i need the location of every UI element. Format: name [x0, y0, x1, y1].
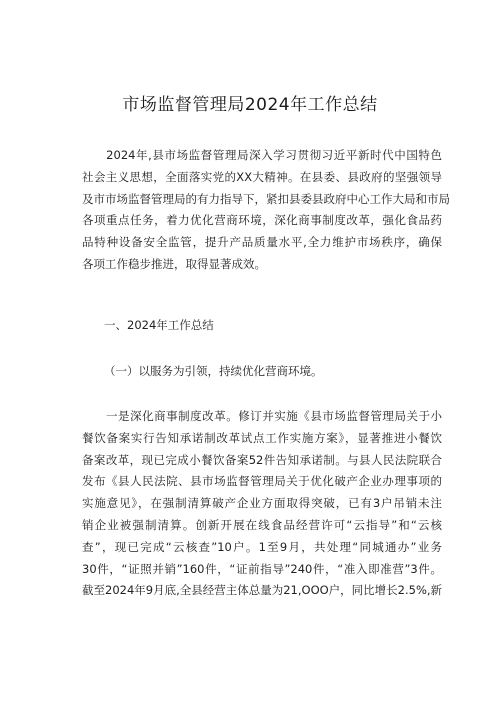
- text-line: 及市市场监督管理局的有力指导下，紧扣县委县政府中心工作大局和市局: [82, 191, 450, 206]
- text-line: 各项重点任务，着力优化营商环境，深化商事制度改革，强化食品药: [82, 213, 442, 228]
- section-heading: 一、2024年工作总结: [104, 318, 214, 332]
- text-line: 截至2024年9月底,全县经营主体总量为21,OOO户，同比增长2.5%,新: [82, 583, 443, 598]
- text-line: 查”，现已完成“云核查”10户。1至9月，共处理“同城通办”业务: [82, 539, 442, 554]
- document-title: 市场监督管理局2024年工作总结: [122, 95, 378, 115]
- text-line: 发布《县人民法院、县市场监督管理局关于优化破产企业办理事项的: [82, 474, 442, 489]
- text-line: 2024年,县市场监督管理局深入学习贯彻习近平新时代中国特色: [82, 148, 442, 162]
- text-line: 实施意见》，在强制清算破产企业方面取得突破，已有3户吊销未注: [82, 496, 442, 511]
- text-line: 餐饮备案实行告知承诺制改革试点工作实施方案》，显著推进小餐饮: [82, 430, 442, 445]
- text-line: 备案改革，现已完成小餐饮备案52件告知承诺制。与县人民法院联合: [82, 452, 442, 467]
- intro-paragraph: [82, 145, 450, 276]
- text-line: 社会主义思想，全面落实党的XX大精神。在县委、县政府的坚强领导: [82, 169, 442, 184]
- text-line: 一是深化商事制度改革。修订并实施《县市场监督管理局关于小: [82, 409, 442, 423]
- body-paragraph: [82, 406, 442, 602]
- subsection-heading: （一）以服务为引领，持续优化营商环境。: [104, 364, 323, 378]
- text-line: 30件，“证照并销”160件，“证前指导”240件，“准入即准营”3件。: [82, 561, 442, 576]
- text-line: 各项工作稳步推进，取得显著成效。: [82, 256, 266, 271]
- text-line: 品特种设备安全监管，提升产品质量水平,全力维护市场秩序，确保: [82, 235, 442, 250]
- text-line: 销企业被强制清算。创新开展在线食品经营许可“云指导”和“云核: [82, 517, 442, 532]
